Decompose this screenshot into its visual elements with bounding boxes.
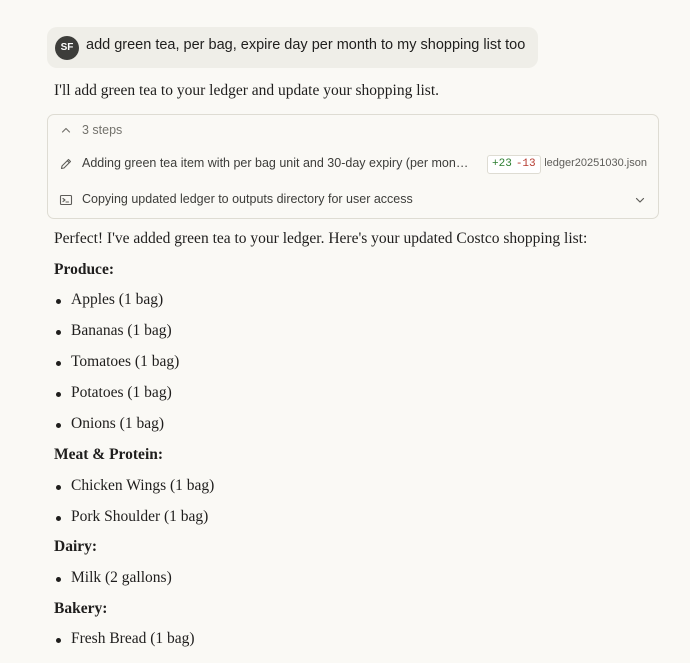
user-message-text: add green tea, per bag, expire day per month to my shopping list too [86, 37, 526, 53]
user-avatar: SF [55, 36, 79, 60]
bullet-dot [56, 485, 61, 490]
chevron-down-icon[interactable] [634, 194, 646, 206]
list-item-text: Fresh Bread (1 bag) [71, 630, 195, 647]
bullet-dot [56, 299, 61, 304]
assistant-intro-text: I'll add green tea to your ledger and update your shopping list. [54, 82, 440, 99]
bullet-dot [56, 392, 61, 397]
section-heading-produce: Produce: [54, 261, 114, 278]
tool-steps-panel [47, 114, 659, 219]
step-row-command[interactable] [48, 186, 658, 214]
list-item-text: Onions (1 bag) [71, 415, 164, 432]
user-message-bubble [47, 27, 538, 68]
list-item-text: Potatoes (1 bag) [71, 384, 172, 401]
section-heading-bakery: Bakery: [54, 600, 108, 617]
steps-toggle[interactable] [48, 115, 658, 147]
section-heading-meat-protein: Meat & Protein: [54, 446, 164, 463]
bullet-dot [56, 423, 61, 428]
diff-deletions: -13 [515, 158, 536, 170]
list-item-text: Tomatoes (1 bag) [71, 353, 180, 370]
chevron-up-icon [60, 124, 72, 136]
steps-count: 3 steps [82, 123, 123, 137]
step-label: Copying updated ledger to outputs directory for user access [82, 192, 413, 206]
pencil-icon [59, 157, 73, 171]
bullet-dot [56, 330, 61, 335]
assistant-summary-text: Perfect! I've added green tea to your ledger. Here's your updated Costco shopping list: [54, 230, 588, 247]
diff-stats-badge [487, 155, 541, 174]
list-item-text: Chicken Wings (1 bag) [71, 477, 215, 494]
bullet-dot [56, 638, 61, 643]
bullet-dot [56, 516, 61, 521]
section-heading-dairy: Dairy: [54, 538, 98, 555]
step-label: Adding green tea item with per bag unit and 30-day expiry (per mon… [82, 156, 469, 170]
list-item-text: Pork Shoulder (1 bag) [71, 508, 209, 525]
step-row-edit[interactable] [48, 150, 658, 178]
bullet-dot [56, 361, 61, 366]
list-item-text: Bananas (1 bag) [71, 322, 172, 339]
list-item-text: Apples (1 bag) [71, 291, 164, 308]
list-item-text: Milk (2 gallons) [71, 569, 172, 586]
file-link[interactable]: ledger20251030.json [544, 157, 647, 169]
diff-additions: +23 [492, 158, 512, 170]
terminal-icon [59, 193, 73, 207]
bullet-dot [56, 577, 61, 582]
